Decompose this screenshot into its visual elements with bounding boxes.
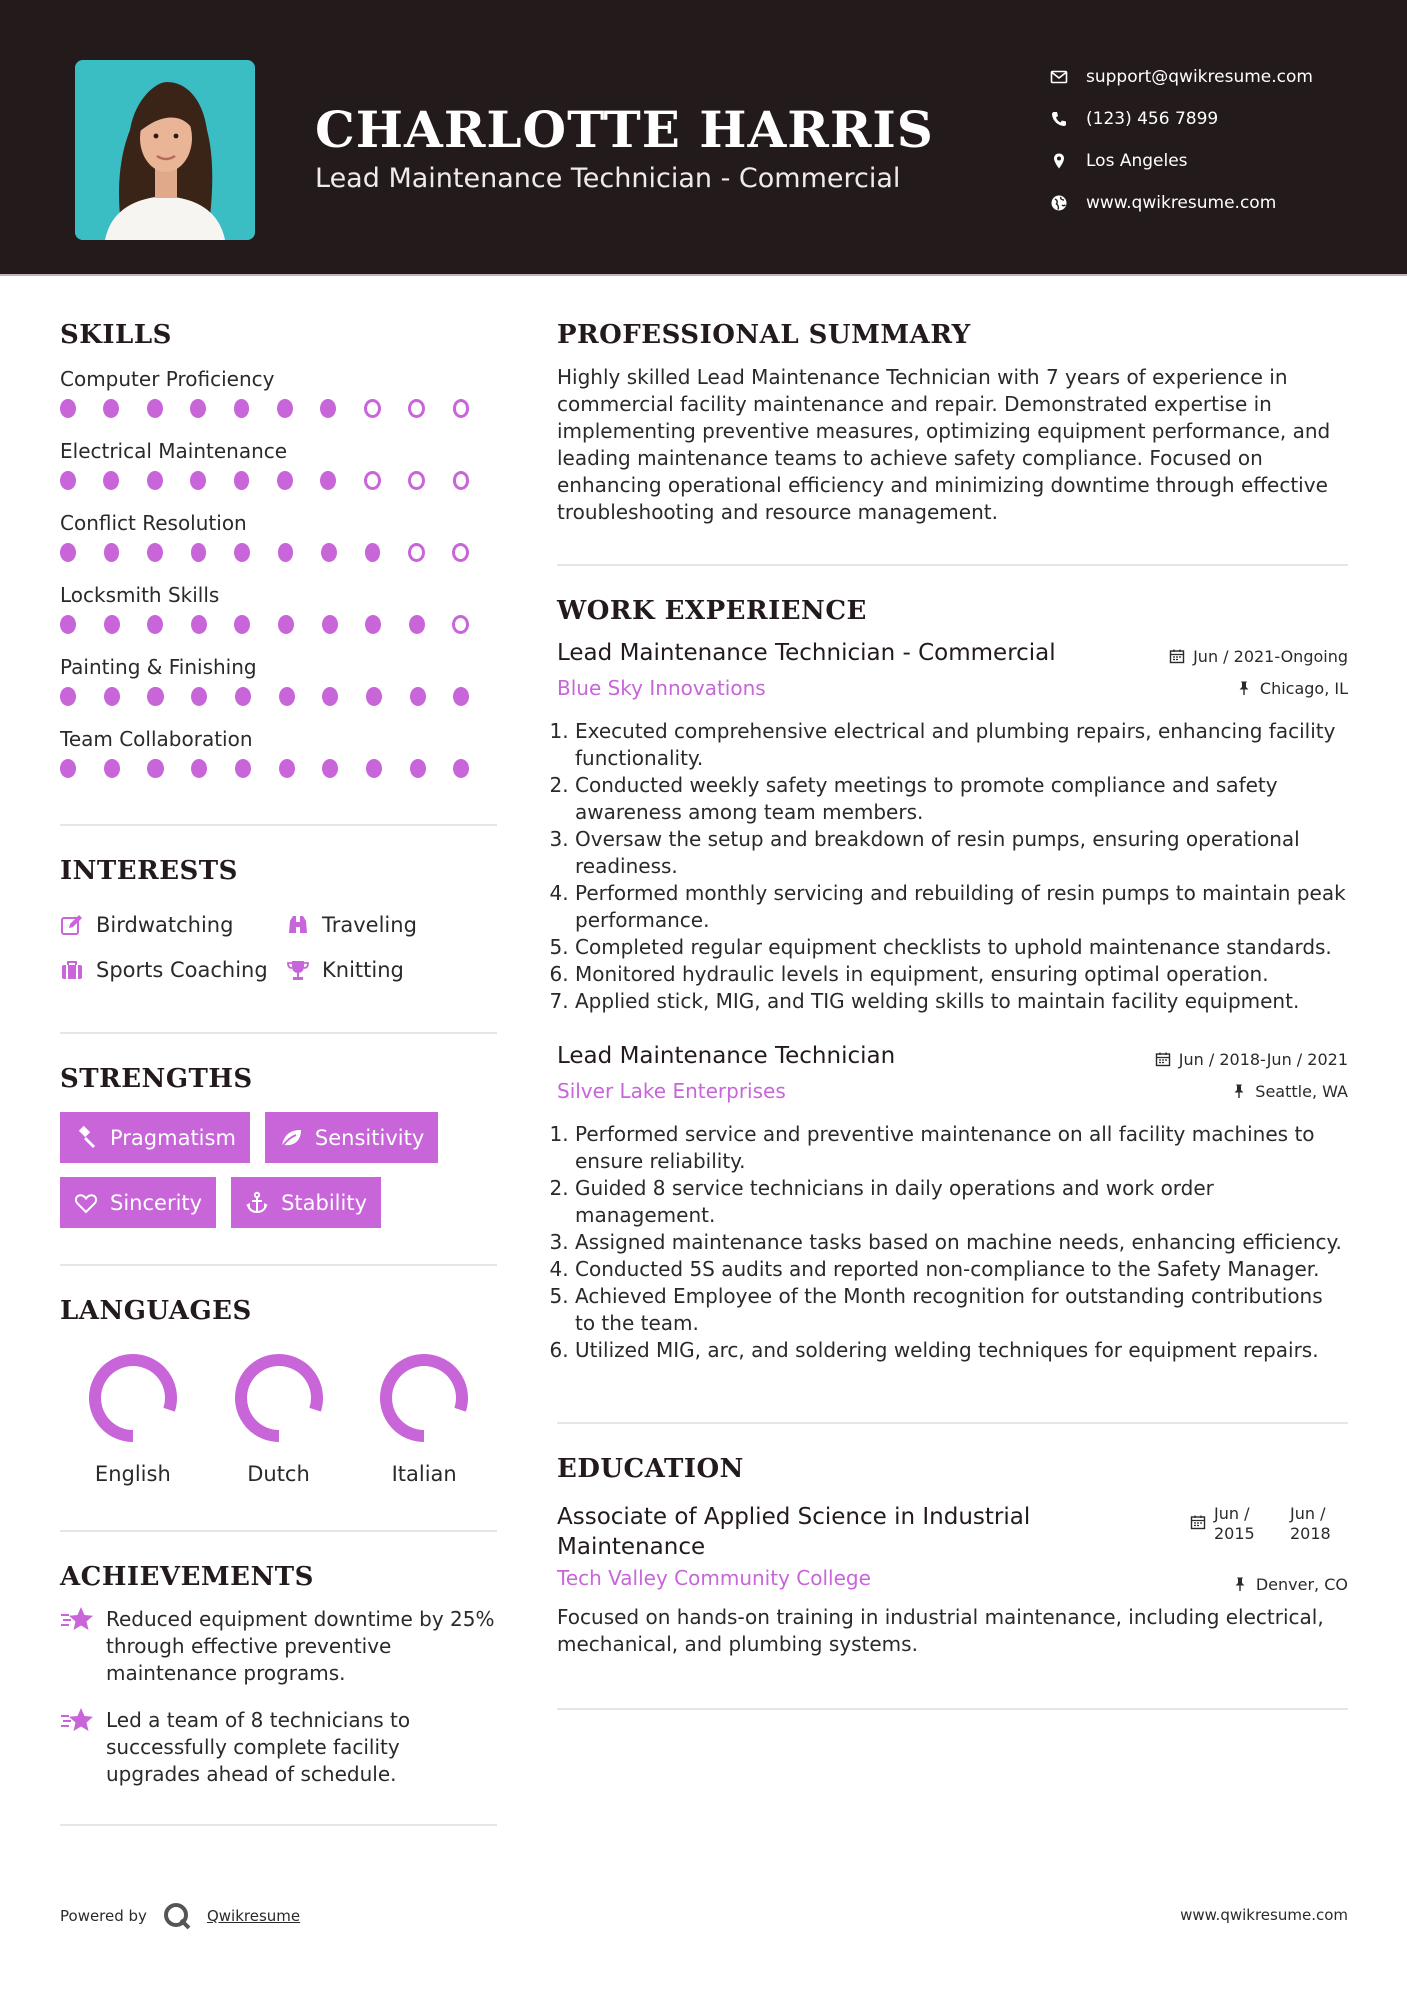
rating-dot-filled xyxy=(147,399,163,418)
language-level-ring xyxy=(374,1348,474,1448)
language-item xyxy=(206,1348,352,1486)
rating-dot-filled xyxy=(103,471,119,490)
powered-by-text: Powered by xyxy=(60,1907,147,1925)
rating-dot-empty xyxy=(364,399,381,418)
rating-dot-filled xyxy=(278,615,294,634)
achievement-item xyxy=(60,1606,497,1687)
rating-dot-empty xyxy=(408,399,425,418)
phone-icon xyxy=(1050,110,1068,128)
company-name: Blue Sky Innovations xyxy=(557,676,766,700)
skill-name: Team Collaboration xyxy=(60,727,253,751)
duty-item: 7. Applied stick, MIG, and TIG welding skills to maintain facility equipment. xyxy=(575,988,1348,1015)
edu-end-year: 2018 xyxy=(1290,1524,1331,1543)
rating-dot-filled xyxy=(234,615,250,634)
gavel-icon xyxy=(74,1126,98,1150)
contact-location xyxy=(1050,140,1380,182)
rating-dot-filled xyxy=(322,687,338,706)
rating-dot-filled xyxy=(191,759,207,778)
job-entry xyxy=(557,640,1348,1015)
section-divider xyxy=(60,1264,497,1266)
map-marker-icon xyxy=(1050,152,1068,170)
rating-dot-filled xyxy=(320,471,336,490)
interest-label: Knitting xyxy=(322,957,404,982)
rating-dot-filled xyxy=(410,759,426,778)
rating-dot-filled xyxy=(60,471,76,490)
skill-item xyxy=(60,652,497,710)
section-divider xyxy=(60,1824,497,1826)
rating-dot-filled xyxy=(104,687,120,706)
rating-dot-empty xyxy=(453,399,470,418)
pushpin-icon xyxy=(1231,1083,1247,1099)
rating-dot-filled xyxy=(191,543,207,562)
skill-name: Electrical Maintenance xyxy=(60,439,288,463)
skill-item xyxy=(60,724,497,782)
rating-dot-empty xyxy=(364,471,381,490)
calendar-icon xyxy=(1155,1051,1171,1067)
trophy-icon xyxy=(286,958,310,982)
section-divider xyxy=(60,1032,497,1034)
qwikresume-logo-icon xyxy=(161,1900,193,1932)
strength-label: Stability xyxy=(281,1190,368,1215)
star-icon xyxy=(60,1707,94,1735)
duty-item: 6. Utilized MIG, arc, and soldering welding techniques for equipment repairs. xyxy=(575,1337,1348,1364)
rating-dot-filled xyxy=(191,687,207,706)
right-column xyxy=(557,320,1348,1710)
job-title: Lead Maintenance Technician - Commercial xyxy=(557,640,1056,666)
rating-dot-filled xyxy=(104,759,120,778)
skill-rating xyxy=(60,754,497,782)
candidate-name: CHARLOTTE HARRIS xyxy=(315,100,934,159)
language-item xyxy=(60,1348,206,1486)
skill-name: Painting & Finishing xyxy=(60,655,257,679)
anchor-icon xyxy=(245,1191,269,1215)
languages-section xyxy=(60,1296,497,1486)
duty-list xyxy=(557,718,1348,1015)
rating-dot-filled xyxy=(60,399,76,418)
achievement-text: Reduced equipment downtime by 25% through effective preventive maintenance programs. xyxy=(106,1607,495,1685)
rating-dot-filled xyxy=(366,687,382,706)
strength-badge xyxy=(265,1112,438,1163)
duty-item: 2. Conducted weekly safety meetings to promote compliance and safety awareness among team members. xyxy=(575,772,1348,826)
duty-item: 6. Monitored hydraulic levels in equipment, ensuring optimal operation. xyxy=(575,961,1348,988)
duty-item: 2. Guided 8 service technicians in daily operations and work order management. xyxy=(575,1175,1348,1229)
contact-website-text: www.qwikresume.com xyxy=(1086,193,1277,213)
resume-header xyxy=(0,0,1407,276)
skill-name: Conflict Resolution xyxy=(60,511,247,535)
contact-location-text: Los Angeles xyxy=(1086,151,1188,171)
duty-item: 4. Conducted 5S audits and reported non-compliance to the Safety Manager. xyxy=(575,1256,1348,1283)
duty-item: 3. Assigned maintenance tasks based on machine needs, enhancing efficiency. xyxy=(575,1229,1348,1256)
strengths-section xyxy=(60,1064,497,1242)
strengths-heading: STRENGTHS xyxy=(60,1064,253,1094)
interest-item xyxy=(286,947,404,992)
languages-heading: LANGUAGES xyxy=(60,1296,252,1326)
rating-dot-filled xyxy=(277,399,293,418)
strength-badge xyxy=(231,1177,381,1228)
rating-dot-filled xyxy=(409,615,425,634)
rating-dot-filled xyxy=(147,543,163,562)
rating-dot-filled xyxy=(103,399,119,418)
rating-dot-filled xyxy=(235,759,251,778)
duty-item: 4. Performed monthly servicing and rebuilding of resin pumps to maintain peak performance. xyxy=(575,880,1348,934)
rating-dot-empty xyxy=(453,471,470,490)
skill-item xyxy=(60,508,497,566)
candidate-title: Lead Maintenance Technician - Commercial xyxy=(315,163,901,194)
rating-dot-filled xyxy=(104,543,120,562)
rating-dot-filled xyxy=(190,399,206,418)
skill-item xyxy=(60,364,497,422)
brand-link[interactable]: Qwikresume xyxy=(206,1907,301,1925)
job-entry xyxy=(557,1043,1348,1364)
achievement-item xyxy=(60,1707,497,1788)
education-dates xyxy=(1190,1504,1348,1544)
skill-item xyxy=(60,436,497,494)
rating-dot-filled xyxy=(322,615,338,634)
interest-item xyxy=(60,902,278,947)
job-location xyxy=(1169,672,1348,704)
education-section xyxy=(557,1454,1348,1658)
rating-dot-filled xyxy=(234,399,250,418)
language-name: Italian xyxy=(391,1462,457,1486)
skill-rating xyxy=(60,466,497,494)
rating-dot-filled xyxy=(147,687,163,706)
interest-label: Birdwatching xyxy=(96,912,234,937)
rating-dot-filled xyxy=(234,543,250,562)
duty-item: 5. Achieved Employee of the Month recognition for outstanding contributions to the team. xyxy=(575,1283,1348,1337)
left-column xyxy=(60,320,497,1826)
job-dates-text: Jun / 2018-Jun / 2021 xyxy=(1178,1049,1348,1069)
school-name: Tech Valley Community College xyxy=(557,1566,871,1590)
rating-dot-filled xyxy=(147,615,163,634)
rating-dot-filled xyxy=(104,615,120,634)
rating-dot-empty xyxy=(408,543,425,562)
interest-label: Sports Coaching xyxy=(96,957,268,982)
envelope-icon xyxy=(1050,68,1068,86)
education-location-text: Denver, CO xyxy=(1255,1574,1348,1594)
duty-item: 5. Completed regular equipment checklists to uphold maintenance standards. xyxy=(575,934,1348,961)
experience-heading: WORK EXPERIENCE xyxy=(557,596,867,626)
language-level-ring xyxy=(229,1348,329,1448)
experience-section xyxy=(557,596,1348,1364)
education-description: Focused on hands-on training in industrial maintenance, including electrical, mechanical, and plumbing systems. xyxy=(557,1605,1324,1656)
rating-dot-filled xyxy=(147,471,163,490)
skill-item xyxy=(60,580,497,638)
strength-badge xyxy=(60,1177,216,1228)
strength-label: Pragmatism xyxy=(110,1125,236,1150)
interests-section xyxy=(60,856,497,992)
language-level-arc xyxy=(386,1360,462,1436)
skill-rating xyxy=(60,394,497,422)
section-divider xyxy=(60,824,497,826)
leaf-icon xyxy=(279,1126,303,1150)
language-item xyxy=(351,1348,497,1486)
language-name: English xyxy=(94,1462,171,1486)
binoculars-icon xyxy=(286,913,310,937)
rating-dot-filled xyxy=(365,543,381,562)
section-divider xyxy=(557,564,1348,566)
skills-heading: SKILLS xyxy=(60,320,172,350)
language-level-ring xyxy=(83,1348,183,1448)
edu-start-month: Jun / xyxy=(1214,1504,1250,1523)
rating-dot-filled xyxy=(60,687,76,706)
languages-list xyxy=(60,1348,497,1486)
calendar-icon xyxy=(1169,648,1185,664)
rating-dot-filled xyxy=(365,615,381,634)
education-location xyxy=(1232,1568,1348,1600)
job-dates xyxy=(1155,1043,1348,1075)
job-location-text: Chicago, IL xyxy=(1259,678,1348,698)
job-dates-text: Jun / 2021-Ongoing xyxy=(1193,646,1348,666)
section-divider xyxy=(557,1422,1348,1424)
interests-list xyxy=(60,902,497,992)
rating-dot-empty xyxy=(408,471,425,490)
calendar-icon xyxy=(1190,1514,1206,1530)
suitcase-icon xyxy=(60,958,84,982)
rating-dot-filled xyxy=(320,399,336,418)
company-name: Silver Lake Enterprises xyxy=(557,1079,786,1103)
skill-name: Computer Proficiency xyxy=(60,367,275,391)
rating-dot-filled xyxy=(60,759,76,778)
interests-heading: INTERESTS xyxy=(60,856,238,886)
rating-dot-filled xyxy=(147,759,163,778)
language-name: Dutch xyxy=(247,1462,310,1486)
duty-item: 3. Oversaw the setup and breakdown of resin pumps, ensuring operational readiness. xyxy=(575,826,1348,880)
achievements-section xyxy=(60,1562,497,1788)
profile-photo xyxy=(75,60,255,240)
rating-dot-filled xyxy=(453,759,469,778)
job-location-text: Seattle, WA xyxy=(1255,1081,1348,1101)
summary-section xyxy=(557,320,1348,526)
rating-dot-filled xyxy=(190,471,206,490)
footer-url[interactable]: www.qwikresume.com xyxy=(1180,1906,1348,1924)
pencil-square-icon xyxy=(60,913,84,937)
contact-website[interactable] xyxy=(1050,182,1380,224)
rating-dot-filled xyxy=(60,543,76,562)
job-title: Lead Maintenance Technician xyxy=(557,1043,896,1069)
education-heading: EDUCATION xyxy=(557,1454,744,1484)
section-divider xyxy=(557,1708,1348,1710)
skill-rating xyxy=(60,682,497,710)
strength-badge xyxy=(60,1112,250,1163)
skills-section xyxy=(60,320,497,782)
edu-end-month: Jun / xyxy=(1290,1504,1326,1523)
duty-list xyxy=(557,1121,1348,1364)
rating-dot-filled xyxy=(410,687,426,706)
contact-list xyxy=(1050,56,1380,224)
skills-list xyxy=(60,364,497,782)
rating-dot-empty xyxy=(452,615,469,634)
pushpin-icon xyxy=(1236,680,1252,696)
rating-dot-filled xyxy=(191,615,207,634)
heart-icon xyxy=(74,1191,98,1215)
interest-label: Traveling xyxy=(322,912,417,937)
rating-dot-filled xyxy=(60,615,76,634)
rating-dot-filled xyxy=(366,759,382,778)
skill-rating xyxy=(60,538,497,566)
job-dates xyxy=(1169,640,1348,672)
duty-item: 1. Executed comprehensive electrical and plumbing repairs, enhancing facility functionality. xyxy=(575,718,1348,772)
globe-icon xyxy=(1050,194,1068,212)
interest-item xyxy=(286,902,417,947)
strengths-list xyxy=(60,1112,497,1242)
powered-by xyxy=(60,1900,300,1932)
rating-dot-filled xyxy=(279,687,295,706)
interest-item xyxy=(60,947,278,992)
contact-email[interactable] xyxy=(1050,56,1380,98)
contact-phone-text: (123) 456 7899 xyxy=(1086,109,1219,129)
summary-heading: PROFESSIONAL SUMMARY xyxy=(557,320,971,350)
rating-dot-filled xyxy=(278,543,294,562)
strength-label: Sincerity xyxy=(110,1190,203,1215)
achievement-text: Led a team of 8 technicians to successfully complete facility upgrades ahead of schedule. xyxy=(106,1708,411,1786)
rating-dot-filled xyxy=(277,471,293,490)
skill-rating xyxy=(60,610,497,638)
pushpin-icon xyxy=(1232,1576,1248,1592)
section-divider xyxy=(60,1530,497,1532)
rating-dot-filled xyxy=(235,687,251,706)
edu-start-year: 2015 xyxy=(1214,1524,1255,1543)
rating-dot-filled xyxy=(321,543,337,562)
rating-dot-filled xyxy=(322,759,338,778)
language-level-arc xyxy=(95,1360,171,1436)
contact-phone[interactable] xyxy=(1050,98,1380,140)
language-level-arc xyxy=(241,1360,317,1436)
degree-title: Associate of Applied Science in Industrial Maintenance xyxy=(557,1504,1031,1560)
summary-text: Highly skilled Lead Maintenance Technician with 7 years of experience in commercial facility maintenance and repair. Demonstrated expertise in implementing preventive measures, optimizing equipment performance, and leading maintenance teams to achieve safety compliance. Focused on enhancing operational efficiency and minimizing downtime through effective troubleshooting and resource management. xyxy=(557,365,1331,524)
rating-dot-filled xyxy=(234,471,250,490)
contact-email-text: support@qwikresume.com xyxy=(1086,67,1313,87)
rating-dot-empty xyxy=(452,543,469,562)
rating-dot-filled xyxy=(279,759,295,778)
duty-item: 1. Performed service and preventive maintenance on all facility machines to ensure reliability. xyxy=(575,1121,1348,1175)
job-location xyxy=(1155,1075,1348,1107)
rating-dot-filled xyxy=(453,687,469,706)
achievements-heading: ACHIEVEMENTS xyxy=(60,1562,314,1592)
star-icon xyxy=(60,1606,94,1634)
skill-name: Locksmith Skills xyxy=(60,583,220,607)
strength-label: Sensitivity xyxy=(314,1125,425,1150)
